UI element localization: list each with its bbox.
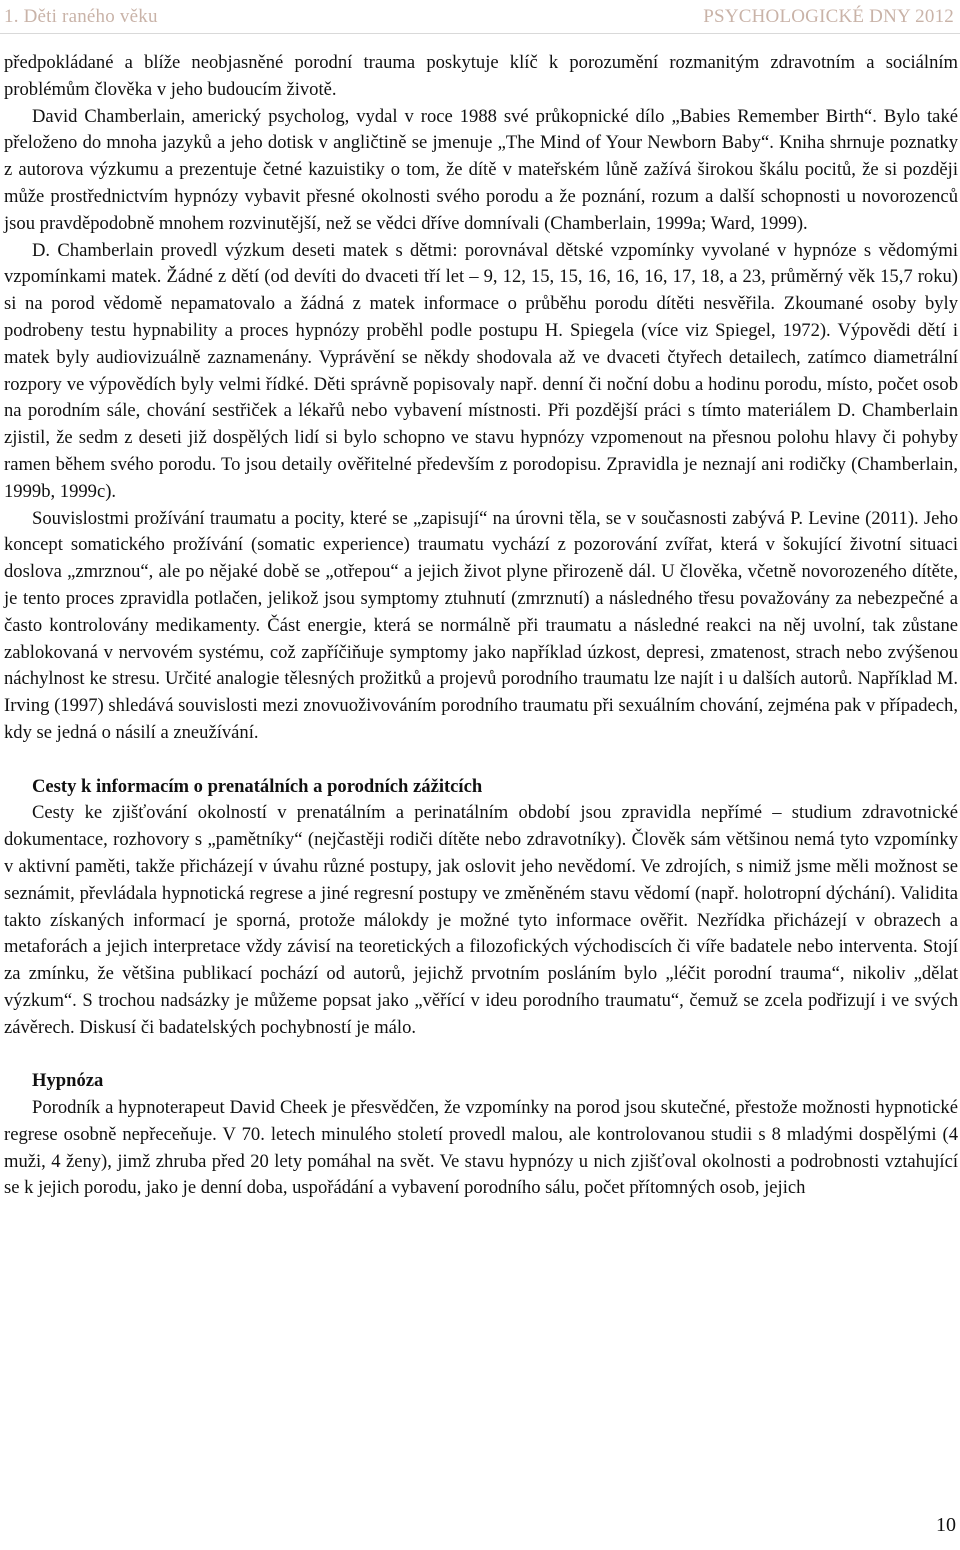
running-header: [4, 4, 954, 30]
paragraph-chamberlain-book: David Chamberlain, americký psycholog, vydal v roce 1988 své průkopnické dílo „Babies Remember Birth“. Bylo také přeloženo do mnoha jazyků a jeho dotisk v angličtině se jmenuje „The Mind of Your Newborn Baby“. Kniha shrnuje poznatky z autorova výzkumu a prezentuje četné kazuistiky o tom, že dítě v mateřském lůně zažívá širokou škálu pocitů, že si později může prostřednictvím hypnózy vybavit přesné okolnosti svého porodu a že poznání, rozum a další schopnosti u novorozenců jsou pravděpodobně mnohem rozvinutější, než se vědci dříve domnívali (Chamberlain, 1999a; Ward, 1999).: [4, 105, 958, 234]
section-heading-information-paths: Cesty k informacím o prenatálních a porodních zážitcích: [32, 775, 483, 797]
document-body: [4, 50, 958, 1202]
header-conference-title: PSYCHOLOGICKÉ DNY 2012: [703, 6, 954, 27]
header-chapter-title: 1. Děti raného věku: [4, 6, 158, 27]
section-heading-hypnosis: Hypnóza: [32, 1070, 104, 1092]
page-number: 10: [936, 1514, 956, 1536]
paragraph-levine: Souvislostmi prožívání traumatu a pocity, které se „zapisují“ na úrovni těla, se v současnosti zabývá P. Levine (2011). Jeho koncept somatického prožívání (somatic experience) traumatu vychází z pozorování zvířat, která v šokující životní situaci doslova „zmrznou“, ale po nějaké době se „otřepou“ a jejich život plyne přirozeně dál. U člověka, včetně novorozeného dítěte, je tento proces zpravidla potlačen, jelikož jsou symptomy ztuhnutí (zmrznutí) a následného třesu považovány za nebezpečné a často kontrolovány medikamenty. Část energie, která se normálně při traumatu a následné reakci na něj uvolní, tak zůstane zablokovaná v nervovém systému, což zapříčiňuje symptomy jako například úzkost, depresi, zmatenost, strach nebo zvýšenou náchylnost ke stresu. Určité analogie tělesných prožitků a projevů porodního traumatu lze najít i u dalších autorů. Například M. Irving (1997) shledává souvislosti mezi znovuoživováním porodního traumatu při sexuálním chování, zejména pak v případech, kdy se jedná o násilí a zneužívání.: [4, 507, 958, 743]
section-spacer: [4, 1041, 958, 1068]
paragraph-hypnosis: Porodník a hypnoterapeut David Cheek je přesvědčen, že vzpomínky na porod jsou skutečné, přestože možnosti hypnotické regrese osobně nepřeceňuje. V 70. letech minulého století provedl malou, ale kontrolovanou studii s 8 mladými dospělými (4 muži, 4 ženy), jimž zhruba před 20 lety pomáhal na svět. Ve stavu hypnózy u nich zjišťoval okolnosti a podrobnosti vztahující se k jejich porodu, jako je denní doba, uspořádání a vybavení porodního sálu, počet přítomných osob, jejich: [4, 1097, 958, 1199]
paragraph-chamberlain-study: D. Chamberlain provedl výzkum deseti matek s dětmi: porovnával dětské vzpomínky vyvolané v hypnóze s vědomými vzpomínkami matek. Žádné z dětí (od devíti do dvaceti tří let – 9, 12, 15, 15, 16, 16, 16, 17, 18, a 23, průměrný věk 15,7 roku) si na porod vědomě nepamatovalo a žádná z matek informace o průběhu porodu dítěti nesvěřila. Zkoumané osoby byly podrobeny testu hypnability a proces hypnózy proběhl podle postupu H. Spiegela (více viz Spiegel, 1972). Výpovědi dětí i matek byly audiovizuálně zaznamenány. Vyprávění se někdy shodovala až ve dvaceti čtyřech detailech, zatímco diametrální rozpory ve výpovědích byly velmi řídké. Děti správně popisovaly např. denní či noční dobu a hodinu porodu, místo, počet osob na porodním sále, chování sestřiček a lékařů nebo vybavení místnosti. Při pozdější práci s tímto materiálem D. Chamberlain zjistil, že sedm z deseti již dospělých lidí si bylo schopno ve stavu hypnózy vzpomenout na přesnou polohu hlavy či pohyby ramen během svého porodu. To jsou detaily ověřitelné především z porodopisu. Zpravidla je neznají ani rodičky (Chamberlain, 1999b, 1999c).: [4, 239, 958, 502]
section-spacer: [4, 747, 958, 774]
paragraph-continuation: předpokládané a blíže neobjasněné porodní trauma poskytuje klíč k porozumění rozmanitým zdravotním a sociálním problémům člověka v jeho budoucím životě.: [4, 52, 958, 100]
paragraph-information-paths: Cesty ke zjišťování okolností v prenatálním a perinatálním období jsou zpravidla nepřímé – studium zdravotnické dokumentace, rozhovory s „pamětníky“ (nejčastěji rodiči dítěte nebo zdravotníky). Člověk sám většinou nemá tyto vzpomínky v aktivní paměti, takže přicházejí v úvahu různé postupy, jak oslovit jeho nevědomí. Ve zdrojích, s nimiž jsme měli možnost se seznámit, převládala hypnotická regrese a jiné regresní postupy ve změněném stavu vědomí (např. holotropní dýchání). Validita takto získaných informací je sporná, protože málokdy je možné tyto informace ověřit. Nezřídka přicházejí v obrazech a metaforách a jejich interpretace vždy závisí na teoretických a filozofických východiscích či víře badatele nebo interventa. Stojí za zmínku, že většina publikací pochází od autorů, jejichž prvotním posláním bylo „léčit porodní trauma“, nikoliv „dělat výzkum“. S trochou nadsázky je můžeme popsat jako „věřící v ideu porodního traumatu“, čemuž se zcela podřizují i ve svých závěrech. Diskusí či badatelských pochybností je málo.: [4, 802, 958, 1038]
header-divider: [0, 33, 960, 34]
